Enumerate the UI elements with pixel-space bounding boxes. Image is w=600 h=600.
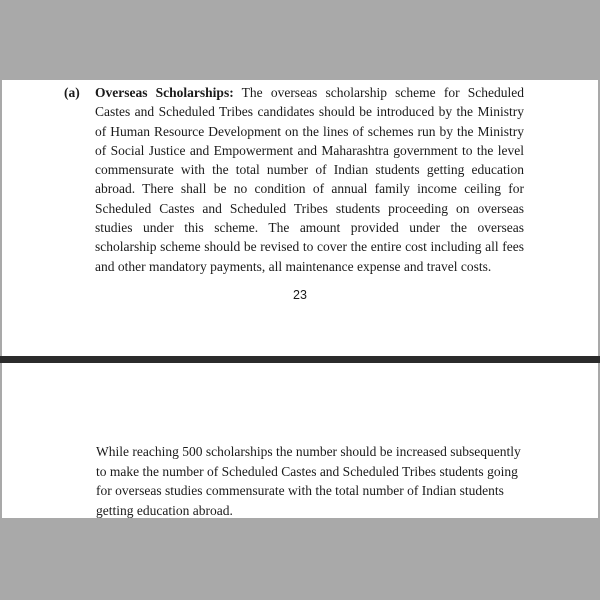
page-number: 23	[293, 288, 307, 302]
page-break-divider	[0, 356, 600, 363]
clause-a	[64, 83, 524, 276]
clause-heading: Overseas Scholarships:	[95, 85, 234, 100]
clause-text: The overseas scholarship scheme for Scheduled Castes and Scheduled Tribes candidates should be introduced by the Ministry of Human Resource Development on the lines of schemes run by the Ministry of Social Justice and Empowerment and Maharashtra government to the level commensurate with the total number of Indian students getting education abroad. There shall be no condition of annual family income ceiling for Scheduled Castes and Scheduled Tribes students proceeding on overseas studies under this scheme. The amount provided under the overseas scholarship scheme should be revised to cover the entire cost including all fees and other mandatory payments, all maintenance expense and travel costs.	[95, 85, 524, 274]
clause-body	[95, 83, 524, 276]
clause-label: (a)	[64, 85, 80, 100]
continuation-paragraph: While reaching 500 scholarships the number should be increased subsequently to make the number of Scheduled Castes and Scheduled Tribes students going for overseas studies commensurate with the total number of Indian students getting education abroad.	[96, 444, 521, 518]
